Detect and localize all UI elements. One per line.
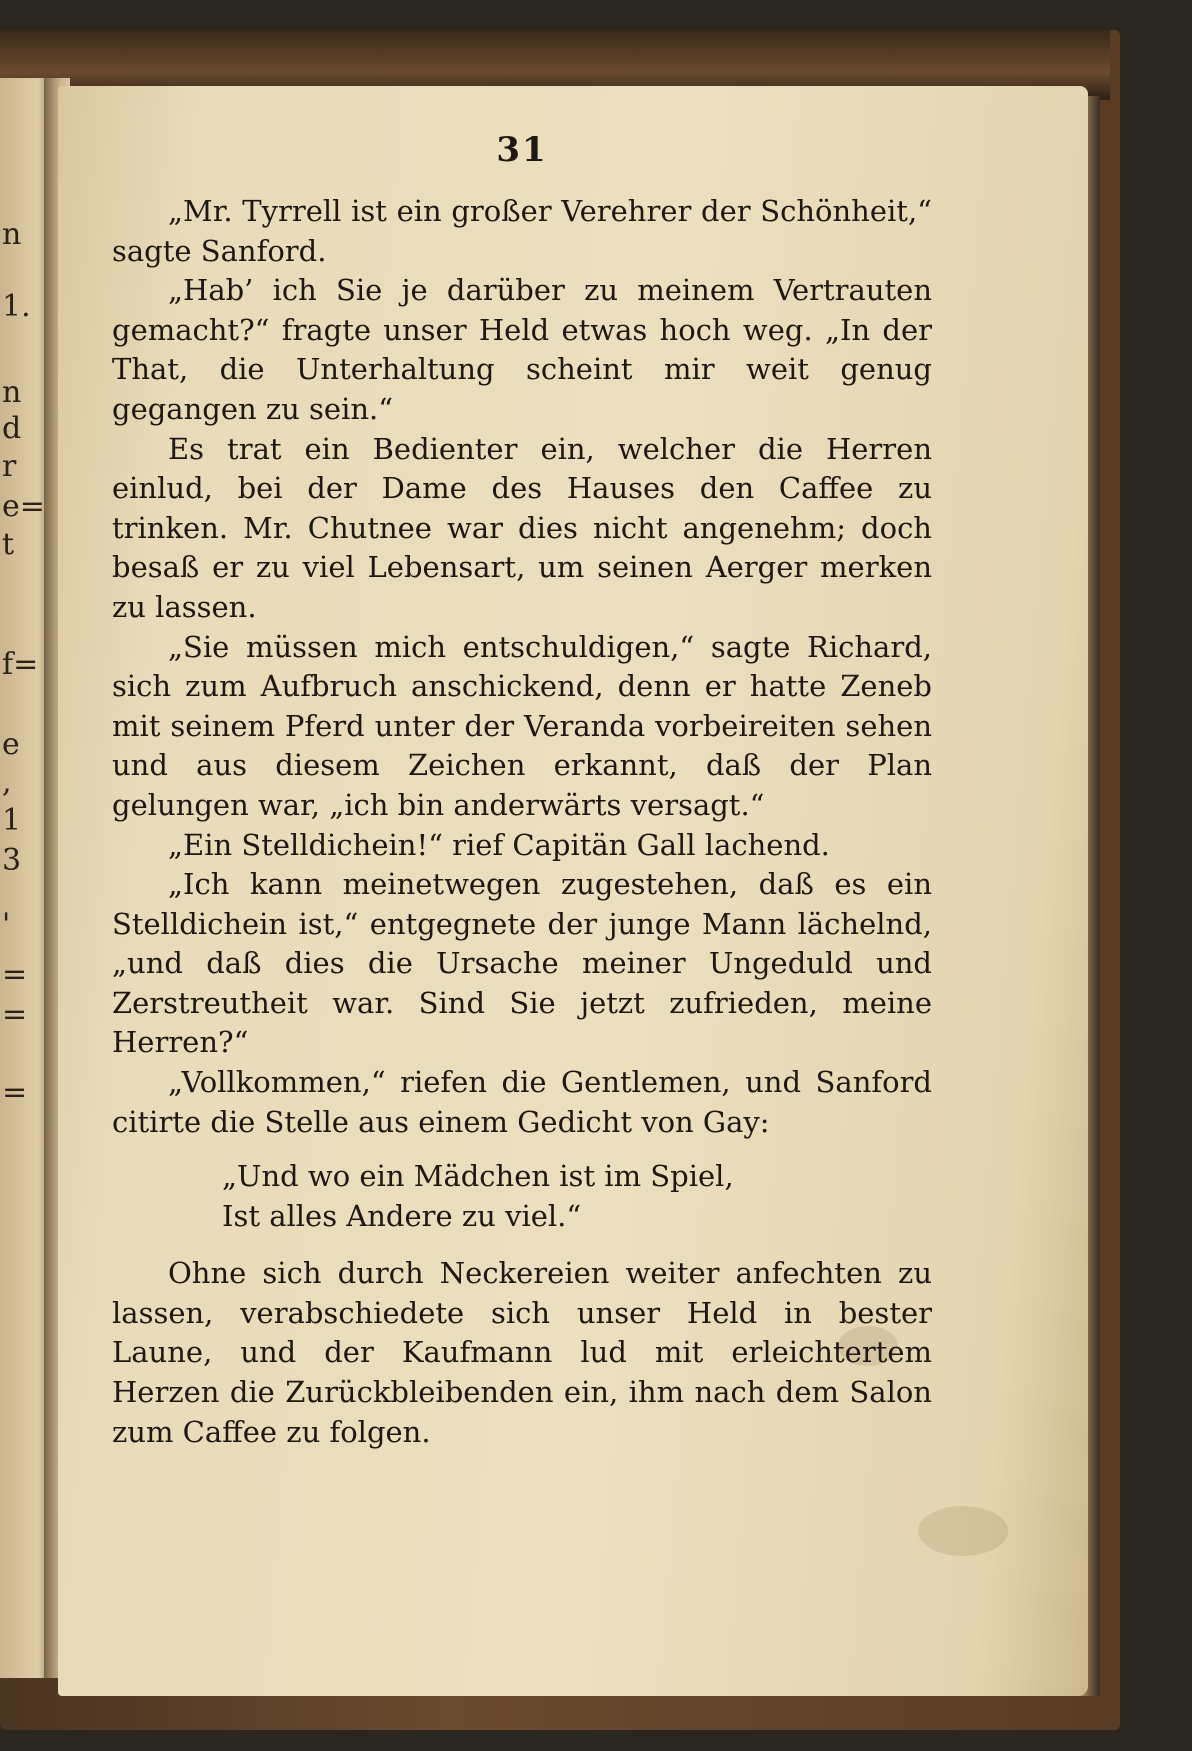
poem-line: „Und wo ein Mädchen ist im Spiel,: [222, 1159, 734, 1194]
left-page-fragment: =: [2, 997, 28, 1032]
left-page-fragment: ': [2, 907, 11, 942]
left-page-fragment: =: [2, 957, 28, 992]
left-page-fragment: =: [2, 1075, 28, 1110]
paragraph: „Vollkommen,“ riefen die Gentlemen, und Sanford citirte die Stelle aus einem Gedicht von Gay:: [112, 1065, 932, 1139]
paragraph: „Mr. Tyrrell ist ein großer Verehrer der Schönheit,“ sagte Sanford.: [112, 194, 932, 268]
left-page-fragment: 1.: [2, 289, 31, 324]
paper-stain: [918, 1506, 1008, 1556]
left-page-fragment: f=: [2, 647, 39, 682]
paragraph: „Ich kann meinetwegen zugestehen, daß es ein Stelldichein ist,“ entgegnete der junge Mann lächelnd, „und daß dies die Ursache meiner Ungeduld und Zerstreutheit war. Sind Sie jetzt zufrieden, meine Herren?“: [112, 867, 932, 1060]
poem-quote: [222, 1156, 932, 1236]
page-text: [112, 130, 932, 1452]
paragraph: Es trat ein Bedienter ein, welcher die Herren einlud, bei der Dame des Hauses den Caffee zu trinken. Mr. Chutnee war dies nicht angenehm; doch besaß er zu viel Lebensart, um seinen Aerger merken zu lassen.: [112, 431, 932, 624]
poem-line: Ist alles Andere zu viel.“: [222, 1199, 582, 1234]
paragraph: „Sie müssen mich entschuldigen,“ sagte Richard, sich zum Aufbruch anschickend, denn er hatte Zeneb mit seinem Pferd unter der Veranda vorbeireiten sehen und aus diesem Zeichen erkannt, daß der Plan gelungen war, „ich bin anderwärts versagt.“: [112, 629, 932, 822]
left-page-text-fragments: [2, 0, 45, 1751]
closing-paragraph: Ohne sich durch Neckereien weiter anfechten zu lassen, verabschiedete sich unser Held in bester Laune, und der Kaufmann lud mit erleichtertem Herzen die Zurückbleibenden ein, ihm nach dem Salon zum Caffee zu folgen.: [112, 1256, 932, 1449]
left-page-fragment: 3: [2, 843, 22, 878]
left-page-fragment: d: [2, 411, 22, 446]
left-page-fragment: n: [2, 217, 22, 252]
left-page-fragment: 1: [2, 803, 22, 838]
page-number: 31: [496, 130, 548, 170]
left-page-fragment: e=: [2, 489, 45, 524]
left-page-fragment: t: [2, 527, 15, 562]
left-page-fragment: ,: [2, 765, 12, 800]
left-page-fragment: n: [2, 375, 22, 410]
paragraph: „Ein Stelldichein!“ rief Capitän Gall lachend.: [168, 827, 830, 862]
left-page-fragment: e: [2, 727, 20, 762]
left-page-fragment: r: [2, 449, 17, 484]
paragraph: „Hab’ ich Sie je darüber zu meinem Vertrauten gemacht?“ fragte unser Held etwas hoch weg. „In der That, die Unterhaltung scheint mir weit genug gegangen zu sein.“: [112, 273, 932, 426]
